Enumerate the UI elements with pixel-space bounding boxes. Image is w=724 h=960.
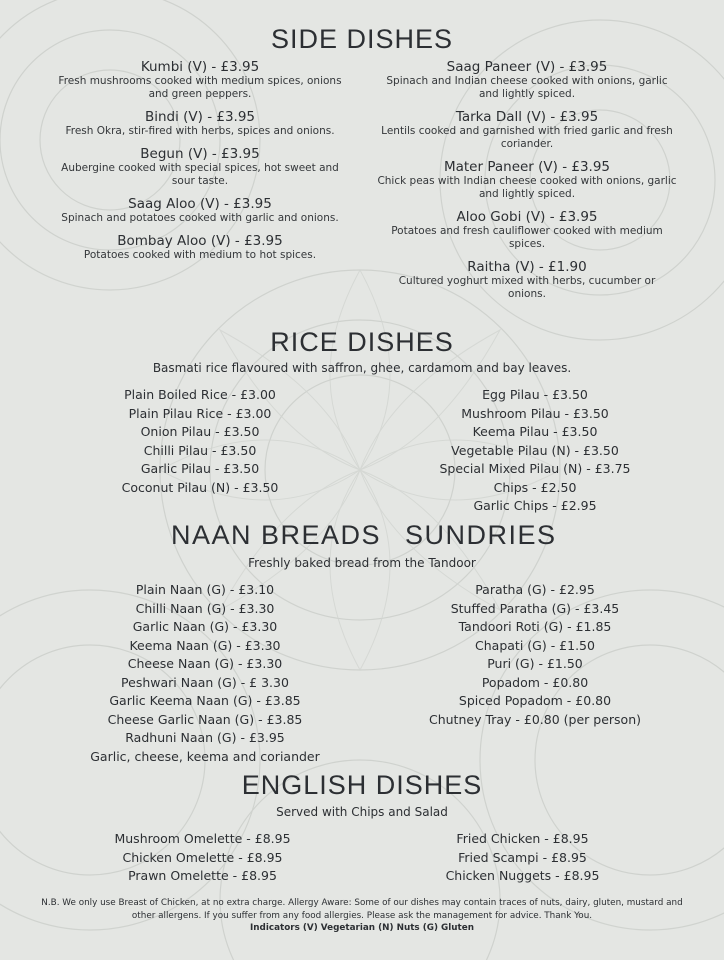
rice-dishes-subtitle: Basmati rice flavoured with saffron, ghee, cardamom and bay leaves.: [152, 361, 572, 375]
list-item: Plain Boiled Rice - £3.00: [124, 387, 276, 402]
dish-name: Bindi (V) - £3.95: [144, 109, 256, 125]
side-dishes-right-column: [370, 59, 684, 309]
dish-aloo-gobi: [370, 209, 684, 251]
dish-tarka-dall: [370, 109, 684, 151]
dish-begun: [40, 146, 360, 188]
list-item: Chilli Pilau - £3.50: [143, 442, 257, 458]
list-item: Keema Naan (G) - £3.30: [129, 637, 281, 653]
dish-name: Bombay Aloo (V) - £3.95: [117, 233, 283, 249]
english-dishes-right-list: [400, 830, 645, 886]
dish-bombay-aloo: [40, 233, 360, 262]
list-item: Cheese Garlic Naan (G) - £3.85: [107, 711, 303, 727]
dish-name: Tarka Dall (V) - £3.95: [455, 109, 599, 125]
footer: [40, 897, 684, 935]
list-item: Chicken Nuggets - £8.95: [445, 868, 600, 883]
english-dishes-heading: ENGLISH DISHES: [241, 770, 483, 800]
side-dishes-left-column: [40, 59, 360, 270]
list-item: Chutney Tray - £0.80 (per person): [428, 711, 641, 727]
dish-name: Begun (V) - £3.95: [140, 146, 260, 162]
list-item: Mushroom Omelette - £8.95: [114, 831, 291, 846]
list-item: Paratha (G) - £2.95: [475, 582, 595, 597]
list-item: Plain Naan (G) - £3.10: [135, 582, 275, 597]
sundries-list: [390, 581, 680, 729]
list-item: Garlic, cheese, keema and coriander: [90, 748, 320, 764]
dish-description: Lentils cooked and garnished with fried garlic and fresh coriander.: [381, 125, 673, 150]
list-item: Garlic Keema Naan (G) - £3.85: [109, 693, 301, 708]
naan-breads-list: [60, 581, 350, 766]
list-item: Onion Pilau - £3.50: [140, 424, 260, 439]
dish-raitha: [370, 259, 684, 301]
naan-breads-heading: NAAN BREADS: [171, 520, 382, 550]
list-item: Chicken Omelette - £8.95: [122, 849, 283, 865]
list-item: Radhuni Naan (G) - £3.95: [125, 730, 285, 745]
sundries-heading: SUNDRIES: [405, 520, 557, 550]
list-item: Popadom - £0.80: [481, 674, 589, 690]
rice-dishes-right-list: [400, 386, 670, 516]
dish-description: Spinach and Indian cheese cooked with onions, garlic and lightly spiced.: [386, 75, 668, 100]
dish-description: Fresh Okra, stir-fired with herbs, spices and onions.: [65, 125, 335, 137]
dish-description: Chick peas with Indian cheese cooked with onions, garlic and lightly spiced.: [377, 175, 677, 200]
list-item: Fried Chicken - £8.95: [456, 831, 589, 846]
dish-name: Mater Paneer (V) - £3.95: [443, 159, 611, 175]
dish-name: Saag Paneer (V) - £3.95: [446, 59, 608, 75]
list-item: Garlic Pilau - £3.50: [140, 461, 260, 476]
rice-dishes-left-list: [80, 386, 320, 497]
dish-description: Potatoes and fresh cauliflower cooked with medium spices.: [391, 225, 663, 250]
list-item: Special Mixed Pilau (N) - £3.75: [439, 461, 631, 476]
dish-description: Spinach and potatoes cooked with garlic and onions.: [61, 212, 339, 224]
list-item: Garlic Naan (G) - £3.30: [132, 619, 278, 634]
list-item: Keema Pilau - £3.50: [472, 424, 598, 439]
naan-breads-subtitle: Freshly baked bread from the Tandoor: [248, 556, 476, 570]
allergy-note: N.B. We only use Breast of Chicken, at no extra charge. Allergy Aware: Some of our dishes may contain traces of nuts, dairy, gluten, mustard and other allergens. If you suffer from any food allergies. Please ask the management for advice. Thank You.: [41, 898, 683, 921]
list-item: Puri (G) - £1.50: [487, 656, 583, 671]
dish-name: Raitha (V) - £1.90: [467, 259, 587, 275]
list-item: Tandoori Roti (G) - £1.85: [458, 619, 612, 634]
dish-name: Saag Aloo (V) - £3.95: [128, 196, 272, 212]
dish-kumbi: [40, 59, 360, 101]
list-item: Chapati (G) - £1.50: [475, 637, 595, 653]
list-item: Prawn Omelette - £8.95: [128, 868, 277, 883]
list-item: Chips - £2.50: [493, 479, 577, 495]
list-item: Spiced Popadom - £0.80: [458, 693, 612, 708]
dish-saag-paneer: [370, 59, 684, 101]
list-item: Egg Pilau - £3.50: [482, 387, 588, 402]
rice-dishes-heading: RICE DISHES: [270, 327, 454, 357]
dish-description: Fresh mushrooms cooked with medium spices, onions and green peppers.: [58, 75, 342, 100]
list-item: Fried Scampi - £8.95: [458, 849, 587, 865]
english-dishes-subtitle: Served with Chips and Salad: [276, 805, 448, 819]
english-dishes-left-list: [80, 830, 325, 886]
list-item: Coconut Pilau (N) - £3.50: [121, 479, 279, 495]
dish-description: Aubergine cooked with special spices, hot sweet and sour taste.: [61, 162, 339, 187]
dietary-indicators: Indicators (V) Vegetarian (N) Nuts (G) Gluten: [250, 923, 474, 933]
list-item: Stuffed Paratha (G) - £3.45: [450, 600, 620, 616]
dish-name: Kumbi (V) - £3.95: [140, 59, 260, 75]
dish-description: Cultured yoghurt mixed with herbs, cucumber or onions.: [398, 275, 656, 300]
dish-bindi: [40, 109, 360, 138]
list-item: Mushroom Pilau - £3.50: [461, 405, 609, 421]
list-item: Peshwari Naan (G) - £ 3.30: [121, 674, 289, 690]
list-item: Garlic Chips - £2.95: [473, 498, 597, 513]
list-item: Vegetable Pilau (N) - £3.50: [451, 442, 619, 458]
list-item: Cheese Naan (G) - £3.30: [127, 656, 283, 671]
dish-name: Aloo Gobi (V) - £3.95: [456, 209, 598, 225]
list-item: Chilli Naan (G) - £3.30: [135, 600, 275, 616]
side-dishes-heading: SIDE DISHES: [270, 24, 454, 54]
dish-saag-aloo: [40, 196, 360, 225]
dish-mater-paneer: [370, 159, 684, 201]
list-item: Plain Pilau Rice - £3.00: [128, 405, 272, 421]
dish-description: Potatoes cooked with medium to hot spices.: [83, 249, 317, 261]
